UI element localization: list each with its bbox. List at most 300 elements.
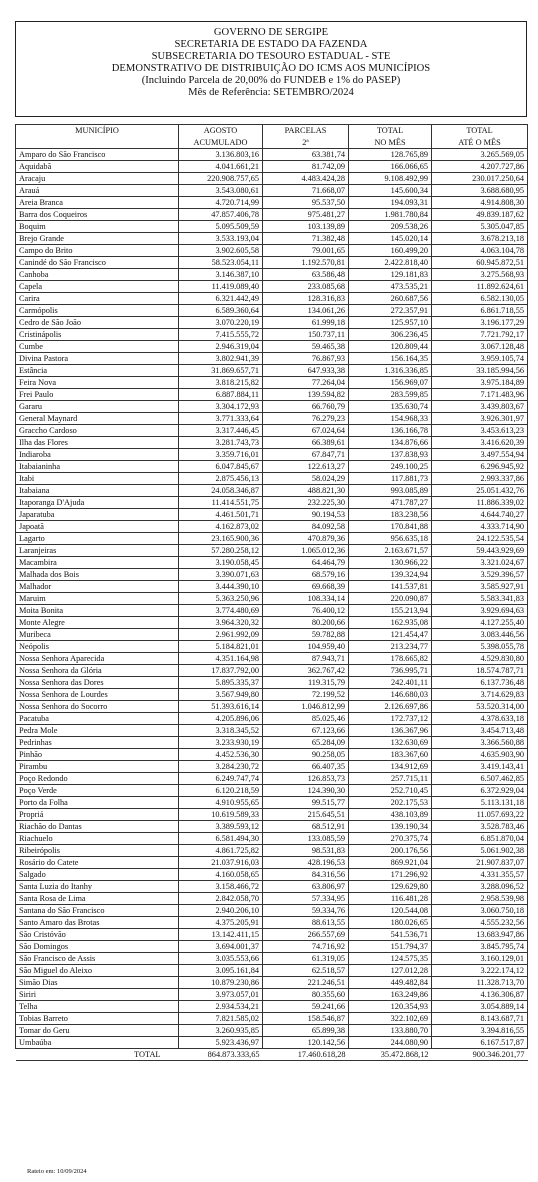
municipio-cell: Capela xyxy=(16,281,179,293)
table-row xyxy=(16,353,528,365)
parcela-2-cell: 63.381,74 xyxy=(263,149,349,161)
parcela-2-cell: 76.279,23 xyxy=(263,413,349,425)
table-row xyxy=(16,1025,528,1037)
total-ate-o-mes-cell: 11.886.339,02 xyxy=(432,497,528,509)
agosto-acumulado-cell: 3.158.466,72 xyxy=(179,881,263,893)
total-ate-o-mes-cell: 33.185.994,56 xyxy=(432,365,528,377)
agosto-acumulado-cell: 13.142.411,15 xyxy=(179,929,263,941)
table-row xyxy=(16,545,528,557)
agosto-acumulado-cell: 3.318.345,52 xyxy=(179,725,263,737)
agosto-acumulado-cell: 6.047.845,67 xyxy=(179,461,263,473)
total-no-mes-cell: 163.249,86 xyxy=(349,989,432,1001)
municipio-cell: Amparo do São Francisco xyxy=(16,149,179,161)
table-row xyxy=(16,785,528,797)
table-row xyxy=(16,761,528,773)
municipio-cell: Siriri xyxy=(16,989,179,1001)
report-document xyxy=(15,21,527,1061)
total-no-mes-cell: 180.026,65 xyxy=(349,917,432,929)
total-no-mes-cell: 124.575,35 xyxy=(349,953,432,965)
total-ate-o-mes-cell: 3.439.803,67 xyxy=(432,401,528,413)
table-row xyxy=(16,905,528,917)
agosto-acumulado-cell: 3.070.220,19 xyxy=(179,317,263,329)
total-ate-o-mes-cell: 4.331.355,57 xyxy=(432,869,528,881)
agosto-acumulado-cell: 4.720.714,99 xyxy=(179,197,263,209)
table-row xyxy=(16,941,528,953)
total-ate-o-mes-cell: 3.688.680,95 xyxy=(432,185,528,197)
municipio-cell: Pirambu xyxy=(16,761,179,773)
parcela-2-cell: 85.025,46 xyxy=(263,713,349,725)
total-no-mes-cell: 993.085,89 xyxy=(349,485,432,497)
table-row xyxy=(16,605,528,617)
total-ate-o-mes-cell: 3.394.816,55 xyxy=(432,1025,528,1037)
total-ate-o-mes-cell: 5.583.341,83 xyxy=(432,593,528,605)
total-no-mes-cell: 135.630,74 xyxy=(349,401,432,413)
total-ate-o-mes-cell: 4.136.306,87 xyxy=(432,989,528,1001)
table-row xyxy=(16,341,528,353)
total-no-mes-cell: 128.765,89 xyxy=(349,149,432,161)
agosto-acumulado-cell: 3.902.605,58 xyxy=(179,245,263,257)
total-no-mes-cell: 139.190,34 xyxy=(349,821,432,833)
total-no-mes-cell: 137.838,93 xyxy=(349,449,432,461)
agosto-acumulado-cell: 2.934.534,21 xyxy=(179,1001,263,1013)
agosto-acumulado-cell: 11.419.089,40 xyxy=(179,281,263,293)
total-ate-o-mes-cell: 3.054.889,14 xyxy=(432,1001,528,1013)
total-ate-o-mes-cell: 11.892.624,61 xyxy=(432,281,528,293)
parcela-2-cell: 79.001,65 xyxy=(263,245,349,257)
total-ate-o-mes-cell: 11.328.713,70 xyxy=(432,977,528,989)
parcela-2-cell: 428.196,53 xyxy=(263,857,349,869)
agosto-acumulado-cell: 4.375.205,91 xyxy=(179,917,263,929)
total-ate-o-mes-cell: 6.372.929,04 xyxy=(432,785,528,797)
parcela-2-cell: 71.382,48 xyxy=(263,233,349,245)
table-row xyxy=(16,473,528,485)
total-ate-o-mes-cell: 6.167.517,87 xyxy=(432,1037,528,1049)
report-header xyxy=(15,21,527,117)
parcela-2-cell: 67.123,66 xyxy=(263,725,349,737)
municipio-cell: Muribeca xyxy=(16,629,179,641)
parcela-2-cell: 67.847,71 xyxy=(263,449,349,461)
agosto-acumulado-cell: 57.280.258,12 xyxy=(179,545,263,557)
parcela-2-cell: 103.139,89 xyxy=(263,221,349,233)
parcela-2-cell: 66.407,35 xyxy=(263,761,349,773)
parcela-2-cell: 104.959,40 xyxy=(263,641,349,653)
total-ate-o-mes-cell: 6.137.736,48 xyxy=(432,677,528,689)
total-ate-o-mes-cell: 2.993.337,86 xyxy=(432,473,528,485)
total-no-mes-cell: 136.367,96 xyxy=(349,725,432,737)
total-no-mes-cell: 166.066,65 xyxy=(349,161,432,173)
agosto-acumulado-cell: 7.415.555,72 xyxy=(179,329,263,341)
parcela-2-cell: 120.142,56 xyxy=(263,1037,349,1049)
total-no-mes-cell: 116.481,28 xyxy=(349,893,432,905)
parcela-2-cell: 61.319,05 xyxy=(263,953,349,965)
municipio-cell: Nossa Senhora das Dores xyxy=(16,677,179,689)
agosto-acumulado-cell: 24.058.346,87 xyxy=(179,485,263,497)
total-no-mes-cell: 2.126.697,86 xyxy=(349,701,432,713)
parcela-2-cell: 59.782,88 xyxy=(263,629,349,641)
total-no-mes-cell: 242.401,11 xyxy=(349,677,432,689)
total-ate-o-mes-cell: 3.929.694,63 xyxy=(432,605,528,617)
header-government: GOVERNO DE SERGIPE xyxy=(213,27,329,38)
total-parcelas: 17.460.618,28 xyxy=(263,1049,349,1061)
agosto-acumulado-cell: 2.961.992,09 xyxy=(179,629,263,641)
total-no-mes-cell: 200.176,56 xyxy=(349,845,432,857)
table-row xyxy=(16,617,528,629)
municipio-cell: São Domingos xyxy=(16,941,179,953)
table-row xyxy=(16,929,528,941)
total-no-mes-cell: 129.629,80 xyxy=(349,881,432,893)
municipio-cell: Barra dos Coqueiros xyxy=(16,209,179,221)
table-row xyxy=(16,293,528,305)
agosto-acumulado-cell: 3.444.390,10 xyxy=(179,581,263,593)
table-row xyxy=(16,809,528,821)
agosto-acumulado-cell: 3.136.803,16 xyxy=(179,149,263,161)
col-subheader-acumulado: ACUMULADO xyxy=(179,137,263,149)
total-ate-o-mes-cell: 3.845.795,74 xyxy=(432,941,528,953)
total-no-mes-cell: 438.103,89 xyxy=(349,809,432,821)
total-agosto: 864.873.333,65 xyxy=(179,1049,263,1061)
total-ate-o-mes-cell: 11.057.693,22 xyxy=(432,809,528,821)
parcela-2-cell: 1.065.012,36 xyxy=(263,545,349,557)
agosto-acumulado-cell: 2.946.319,04 xyxy=(179,341,263,353)
col-subheader-blank xyxy=(16,137,179,149)
total-no-mes-cell: 125.957,10 xyxy=(349,317,432,329)
municipio-cell: Itaporanga D'Ajuda xyxy=(16,497,179,509)
table-subheader-row xyxy=(16,137,528,149)
agosto-acumulado-cell: 47.857.406,78 xyxy=(179,209,263,221)
parcela-2-cell: 95.537,50 xyxy=(263,197,349,209)
parcela-2-cell: 124.390,30 xyxy=(263,785,349,797)
municipio-cell: Feira Nova xyxy=(16,377,179,389)
total-no-mes-cell: 178.665,82 xyxy=(349,653,432,665)
table-row xyxy=(16,893,528,905)
total-ate-o-mes-cell: 3.083.446,56 xyxy=(432,629,528,641)
total-ate-o-mes-cell: 13.683.947,86 xyxy=(432,929,528,941)
municipio-cell: Pacatuba xyxy=(16,713,179,725)
total-no-mes-cell: 209.538,26 xyxy=(349,221,432,233)
table-row xyxy=(16,629,528,641)
table-row xyxy=(16,1037,528,1049)
table-row xyxy=(16,365,528,377)
municipio-cell: Divina Pastora xyxy=(16,353,179,365)
parcela-2-cell: 221.246,51 xyxy=(263,977,349,989)
total-ate-o-mes-cell: 5.398.055,78 xyxy=(432,641,528,653)
agosto-acumulado-cell: 5.184.821,01 xyxy=(179,641,263,653)
parcela-2-cell: 84.092,58 xyxy=(263,521,349,533)
municipio-cell: Poço Redondo xyxy=(16,773,179,785)
parcela-2-cell: 68.579,16 xyxy=(263,569,349,581)
agosto-acumulado-cell: 6.589.360,64 xyxy=(179,305,263,317)
total-ate-o-mes-cell: 53.520.314,00 xyxy=(432,701,528,713)
table-row xyxy=(16,377,528,389)
agosto-acumulado-cell: 3.802.941,39 xyxy=(179,353,263,365)
total-no-mes-cell: 541.536,71 xyxy=(349,929,432,941)
parcela-2-cell: 84.316,56 xyxy=(263,869,349,881)
total-ate-o-mes-cell: 4.914.808,30 xyxy=(432,197,528,209)
table-row xyxy=(16,821,528,833)
header-secretariat: SECRETARIA DE ESTADO DA FAZENDA xyxy=(174,39,368,50)
table-row xyxy=(16,653,528,665)
total-no-mes-cell: 141.537,81 xyxy=(349,581,432,593)
agosto-acumulado-cell: 3.035.553,66 xyxy=(179,953,263,965)
municipio-cell: Riachuelo xyxy=(16,833,179,845)
table-row xyxy=(16,389,528,401)
agosto-acumulado-cell: 6.120.218,59 xyxy=(179,785,263,797)
agosto-acumulado-cell: 3.694.001,37 xyxy=(179,941,263,953)
col-subheader-no-mes: NO MÊS xyxy=(349,137,432,149)
total-ate-o-mes-cell: 24.122.535,54 xyxy=(432,533,528,545)
total-no-mes-cell: 156.969,07 xyxy=(349,377,432,389)
total-no-mes-cell: 1.981.780,84 xyxy=(349,209,432,221)
total-ate-o-mes-cell: 59.443.929,69 xyxy=(432,545,528,557)
total-no-mes-cell: 155.213,94 xyxy=(349,605,432,617)
parcela-2-cell: 62.518,57 xyxy=(263,965,349,977)
agosto-acumulado-cell: 6.581.494,30 xyxy=(179,833,263,845)
total-ate-o-mes-cell: 3.416.620,39 xyxy=(432,437,528,449)
municipio-cell: Carira xyxy=(16,293,179,305)
total-ate-o-mes-cell: 4.207.727,86 xyxy=(432,161,528,173)
total-no-mes-cell: 956.635,18 xyxy=(349,533,432,545)
table-row xyxy=(16,797,528,809)
parcela-2-cell: 77.264,04 xyxy=(263,377,349,389)
table-row xyxy=(16,641,528,653)
agosto-acumulado-cell: 6.249.747,74 xyxy=(179,773,263,785)
municipio-cell: Graccho Cardoso xyxy=(16,425,179,437)
col-header-total: TOTAL xyxy=(349,125,432,137)
parcela-2-cell: 108.334,14 xyxy=(263,593,349,605)
parcela-2-cell: 90.258,05 xyxy=(263,749,349,761)
total-ate-o-mes-cell: 3.453.613,23 xyxy=(432,425,528,437)
parcela-2-cell: 233.085,68 xyxy=(263,281,349,293)
total-no-mes-cell: 130.966,22 xyxy=(349,557,432,569)
total-no-mes-cell: 136.166,78 xyxy=(349,425,432,437)
total-no-mes-cell: 252.710,45 xyxy=(349,785,432,797)
table-row xyxy=(16,497,528,509)
agosto-acumulado-cell: 3.233.930,19 xyxy=(179,737,263,749)
parcela-2-cell: 65.284,09 xyxy=(263,737,349,749)
table-row xyxy=(16,581,528,593)
parcela-2-cell: 1.046.812,99 xyxy=(263,701,349,713)
total-no-mes-cell: 257.715,11 xyxy=(349,773,432,785)
parcela-2-cell: 88.613,55 xyxy=(263,917,349,929)
table-row xyxy=(16,149,528,161)
agosto-acumulado-cell: 4.041.661,21 xyxy=(179,161,263,173)
municipio-cell: Laranjeiras xyxy=(16,545,179,557)
total-ate-o-mes-cell: 4.635.903,90 xyxy=(432,749,528,761)
agosto-acumulado-cell: 5.895.335,37 xyxy=(179,677,263,689)
total-ate-o-mes-cell: 3.067.128,48 xyxy=(432,341,528,353)
total-no-mes-cell: 117.881,73 xyxy=(349,473,432,485)
table-header-row xyxy=(16,125,528,137)
municipio-cell: Japoatã xyxy=(16,521,179,533)
agosto-acumulado-cell: 3.964.320,32 xyxy=(179,617,263,629)
parcela-2-cell: 975.481,27 xyxy=(263,209,349,221)
municipio-cell: Ribeirópolis xyxy=(16,845,179,857)
total-no-mes-cell: 283.599,85 xyxy=(349,389,432,401)
table-row xyxy=(16,425,528,437)
municipio-cell: Frei Paulo xyxy=(16,389,179,401)
parcela-2-cell: 72.199,52 xyxy=(263,689,349,701)
agosto-acumulado-cell: 3.390.071,63 xyxy=(179,569,263,581)
total-no-mes-cell: 156.164,35 xyxy=(349,353,432,365)
agosto-acumulado-cell: 5.923.436,97 xyxy=(179,1037,263,1049)
total-no-mes: 35.472.868,12 xyxy=(349,1049,432,1061)
table-row xyxy=(16,485,528,497)
total-ate-o-mes-cell: 7.721.792,17 xyxy=(432,329,528,341)
total-ate-o-mes-cell: 3.419.143,41 xyxy=(432,761,528,773)
total-ate-o-mes-cell: 2.958.539,98 xyxy=(432,893,528,905)
col-subheader-ate-o-mes: ATÉ O MÊS xyxy=(432,137,528,149)
table-row xyxy=(16,185,528,197)
table-row xyxy=(16,665,528,677)
municipio-cell: Propriá xyxy=(16,809,179,821)
municipio-cell: Cedro de São João xyxy=(16,317,179,329)
municipio-cell: Boquim xyxy=(16,221,179,233)
municipio-cell: Tobias Barreto xyxy=(16,1013,179,1025)
total-ate-o-mes-cell: 3.678.213,18 xyxy=(432,233,528,245)
parcela-2-cell: 90.194,53 xyxy=(263,509,349,521)
municipio-cell: Itabaianinha xyxy=(16,461,179,473)
agosto-acumulado-cell: 3.818.215,82 xyxy=(179,377,263,389)
parcela-2-cell: 215.645,51 xyxy=(263,809,349,821)
table-row xyxy=(16,953,528,965)
parcela-2-cell: 59.465,38 xyxy=(263,341,349,353)
parcela-2-cell: 59.334,76 xyxy=(263,905,349,917)
municipio-cell: Cristinápolis xyxy=(16,329,179,341)
total-no-mes-cell: 2.422.818,40 xyxy=(349,257,432,269)
municipio-cell: Cumbe xyxy=(16,341,179,353)
parcela-2-cell: 139.594,82 xyxy=(263,389,349,401)
table-row xyxy=(16,677,528,689)
agosto-acumulado-cell: 4.910.955,65 xyxy=(179,797,263,809)
total-no-mes-cell: 162.935,08 xyxy=(349,617,432,629)
agosto-acumulado-cell: 6.887.884,11 xyxy=(179,389,263,401)
table-row xyxy=(16,245,528,257)
municipio-cell: Campo do Brito xyxy=(16,245,179,257)
municipio-cell: Brejo Grande xyxy=(16,233,179,245)
parcela-2-cell: 66.389,61 xyxy=(263,437,349,449)
municipio-cell: Umbaúba xyxy=(16,1037,179,1049)
total-no-mes-cell: 139.324,94 xyxy=(349,569,432,581)
total-ate-o-mes-cell: 4.529.830,80 xyxy=(432,653,528,665)
municipio-cell: Canindé do São Francisco xyxy=(16,257,179,269)
total-ate-o-mes-cell: 5.305.047,85 xyxy=(432,221,528,233)
total-ate-o-mes-cell: 3.321.024,67 xyxy=(432,557,528,569)
table-row xyxy=(16,533,528,545)
total-ate-o-mes-cell: 49.839.187,62 xyxy=(432,209,528,221)
table-row xyxy=(16,173,528,185)
agosto-acumulado-cell: 3.317.446,45 xyxy=(179,425,263,437)
municipio-cell: Poço Verde xyxy=(16,785,179,797)
total-no-mes-cell: 449.482,84 xyxy=(349,977,432,989)
table-row xyxy=(16,701,528,713)
total-ate-o-mes-cell: 5.061.902,38 xyxy=(432,845,528,857)
municipio-cell: Nossa Senhora do Socorro xyxy=(16,701,179,713)
municipio-cell: Lagarto xyxy=(16,533,179,545)
total-no-mes-cell: 306.236,45 xyxy=(349,329,432,341)
total-ate-o-mes-cell: 21.907.837,07 xyxy=(432,857,528,869)
agosto-acumulado-cell: 4.160.058,65 xyxy=(179,869,263,881)
total-row xyxy=(16,1049,528,1061)
total-no-mes-cell: 146.680,03 xyxy=(349,689,432,701)
municipio-cell: Malhada dos Bois xyxy=(16,569,179,581)
parcela-2-cell: 133.085,59 xyxy=(263,833,349,845)
municipio-cell: Itabaiana xyxy=(16,485,179,497)
table-row xyxy=(16,1001,528,1013)
total-ate-o-mes-cell: 3.366.560,88 xyxy=(432,737,528,749)
municipio-cell: Simão Dias xyxy=(16,977,179,989)
parcela-2-cell: 67.024,64 xyxy=(263,425,349,437)
parcela-2-cell: 647.933,38 xyxy=(263,365,349,377)
municipio-cell: Maruim xyxy=(16,593,179,605)
total-ate-o-mes-cell: 5.113.131,18 xyxy=(432,797,528,809)
municipio-cell: Telha xyxy=(16,1001,179,1013)
agosto-acumulado-cell: 11.414.551,75 xyxy=(179,497,263,509)
municipio-cell: Riachão do Dantas xyxy=(16,821,179,833)
agosto-acumulado-cell: 220.908.757,65 xyxy=(179,173,263,185)
agosto-acumulado-cell: 3.774.480,69 xyxy=(179,605,263,617)
table-row xyxy=(16,197,528,209)
total-ate-o-mes-cell: 4.378.633,18 xyxy=(432,713,528,725)
table-row xyxy=(16,209,528,221)
total-no-mes-cell: 129.181,83 xyxy=(349,269,432,281)
total-ate-o-mes-cell: 3.528.783,46 xyxy=(432,821,528,833)
table-row xyxy=(16,989,528,1001)
parcela-2-cell: 488.821,30 xyxy=(263,485,349,497)
table-row xyxy=(16,281,528,293)
total-ate-o-mes-cell: 6.582.130,05 xyxy=(432,293,528,305)
agosto-acumulado-cell: 4.205.896,06 xyxy=(179,713,263,725)
parcela-2-cell: 59.241,66 xyxy=(263,1001,349,1013)
agosto-acumulado-cell: 10.619.589,33 xyxy=(179,809,263,821)
agosto-acumulado-cell: 5.095.509,59 xyxy=(179,221,263,233)
table-row xyxy=(16,509,528,521)
total-ate-o-mes-cell: 4.127.255,40 xyxy=(432,617,528,629)
table-row xyxy=(16,437,528,449)
agosto-acumulado-cell: 3.284.230,72 xyxy=(179,761,263,773)
footnote-rateio-date: Rateio em: 10/09/2024 xyxy=(27,1168,87,1175)
table-row xyxy=(16,269,528,281)
parcela-2-cell: 1.192.570,81 xyxy=(263,257,349,269)
municipio-cell: Ilha das Flores xyxy=(16,437,179,449)
parcela-2-cell: 119.315,79 xyxy=(263,677,349,689)
col-subheader-parcela-2: 2ª xyxy=(263,137,349,149)
table-row xyxy=(16,737,528,749)
parcela-2-cell: 232.225,30 xyxy=(263,497,349,509)
total-ate-o-mes-cell: 8.143.687,71 xyxy=(432,1013,528,1025)
table-row xyxy=(16,1013,528,1025)
parcela-2-cell: 98.531,83 xyxy=(263,845,349,857)
municipio-cell: Santana do São Francisco xyxy=(16,905,179,917)
agosto-acumulado-cell: 3.260.935,85 xyxy=(179,1025,263,1037)
parcela-2-cell: 266.557,69 xyxy=(263,929,349,941)
total-no-mes-cell: 183.367,60 xyxy=(349,749,432,761)
table-row xyxy=(16,917,528,929)
table-row xyxy=(16,965,528,977)
total-ate-o-mes-cell: 3.160.129,01 xyxy=(432,953,528,965)
agosto-acumulado-cell: 3.359.716,01 xyxy=(179,449,263,461)
total-ate-o-mes: 900.346.201,77 xyxy=(432,1049,528,1061)
parcela-2-cell: 81.742,09 xyxy=(263,161,349,173)
agosto-acumulado-cell: 2.875.456,13 xyxy=(179,473,263,485)
total-ate-o-mes-cell: 3.196.177,29 xyxy=(432,317,528,329)
agosto-acumulado-cell: 23.165.900,36 xyxy=(179,533,263,545)
agosto-acumulado-cell: 58.523.054,11 xyxy=(179,257,263,269)
total-ate-o-mes-cell: 230.017.250,64 xyxy=(432,173,528,185)
parcela-2-cell: 69.668,39 xyxy=(263,581,349,593)
municipio-cell: Tomar do Geru xyxy=(16,1025,179,1037)
agosto-acumulado-cell: 7.821.585,02 xyxy=(179,1013,263,1025)
total-ate-o-mes-cell: 4.555.232,56 xyxy=(432,917,528,929)
